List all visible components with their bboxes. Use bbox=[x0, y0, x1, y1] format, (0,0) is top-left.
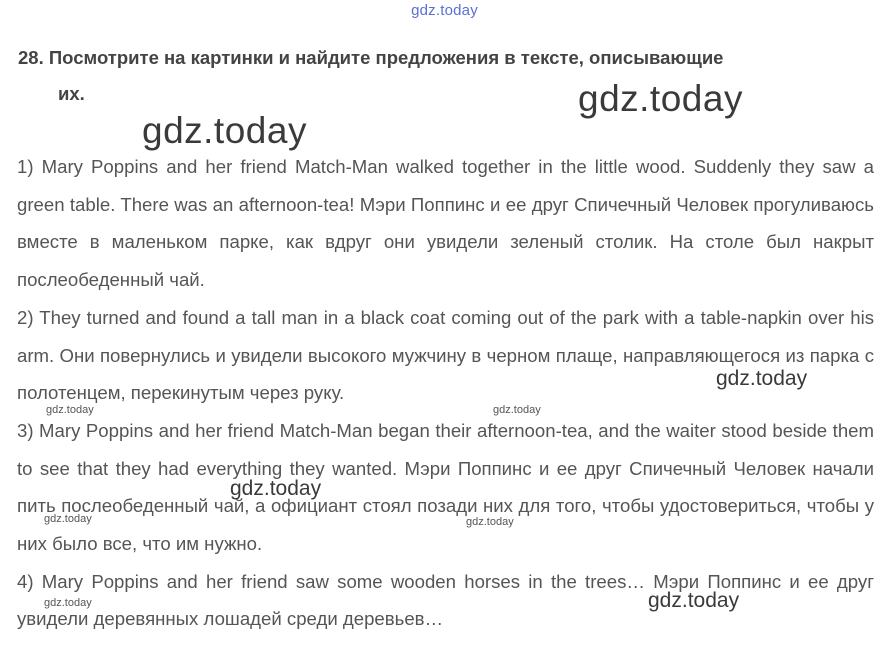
answer-paragraph-1: 1) Mary Poppins and her friend Match-Man walked together in the little wood. Suddenly they saw a green table. There was an afternoon-tea! Мэри Поппинс и ее друг Спичечный Человек прогуливаюсь вместе в маленьком парке, как вдруг они увидели зеленый столик. На столе был накрыт послеобеденный чай. bbox=[17, 156, 874, 291]
watermark-small-2: gdz.today bbox=[493, 404, 541, 416]
watermark-medium-2: gdz.today bbox=[230, 477, 322, 500]
watermark-small-5: gdz.today bbox=[44, 597, 92, 609]
answer-paragraph-3: 3) Mary Poppins and her friend Match-Man began their afternoon-tea, and the waiter stood beside them to see that they had everything they wanted. Мэри Поппинс и ее друг Спичечный Человек начали пить послеобеденный чай, а официант стоял позади них для того, чтобы удостовериться, чтобы у них было все, что им нужно. bbox=[17, 419, 874, 555]
top-watermark: gdz.today bbox=[411, 2, 478, 19]
answer-paragraph-4: 4) Mary Poppins and her friend saw some wooden horses in the trees… Мэри Поппинс и ее друг увидели деревянных лошадей среди деревьев… bbox=[17, 570, 874, 630]
exercise-heading-text: 28. Посмотрите на картинки и найдите предложения в тексте, описывающие bbox=[18, 47, 724, 68]
exercise-answers bbox=[17, 148, 874, 638]
watermark-small-4: gdz.today bbox=[466, 516, 514, 528]
watermark-large-right: gdz.today bbox=[578, 78, 743, 119]
watermark-medium-3: gdz.today bbox=[648, 589, 740, 612]
watermark-medium-1: gdz.today bbox=[716, 367, 808, 390]
watermark-small-1: gdz.today bbox=[46, 404, 94, 416]
watermark-large-left: gdz.today bbox=[142, 110, 307, 151]
watermark-small-3: gdz.today bbox=[44, 513, 92, 525]
exercise-heading-continuation: их. bbox=[58, 83, 85, 104]
answer-paragraph-2: 2) They turned and found a tall man in a black coat coming out of the park with a table-napkin over his arm. Они повернулись и увидели высокого мужчину в черном плаще, направляющегося из парка с полотенцем, перекинутым через руку. bbox=[17, 306, 874, 404]
